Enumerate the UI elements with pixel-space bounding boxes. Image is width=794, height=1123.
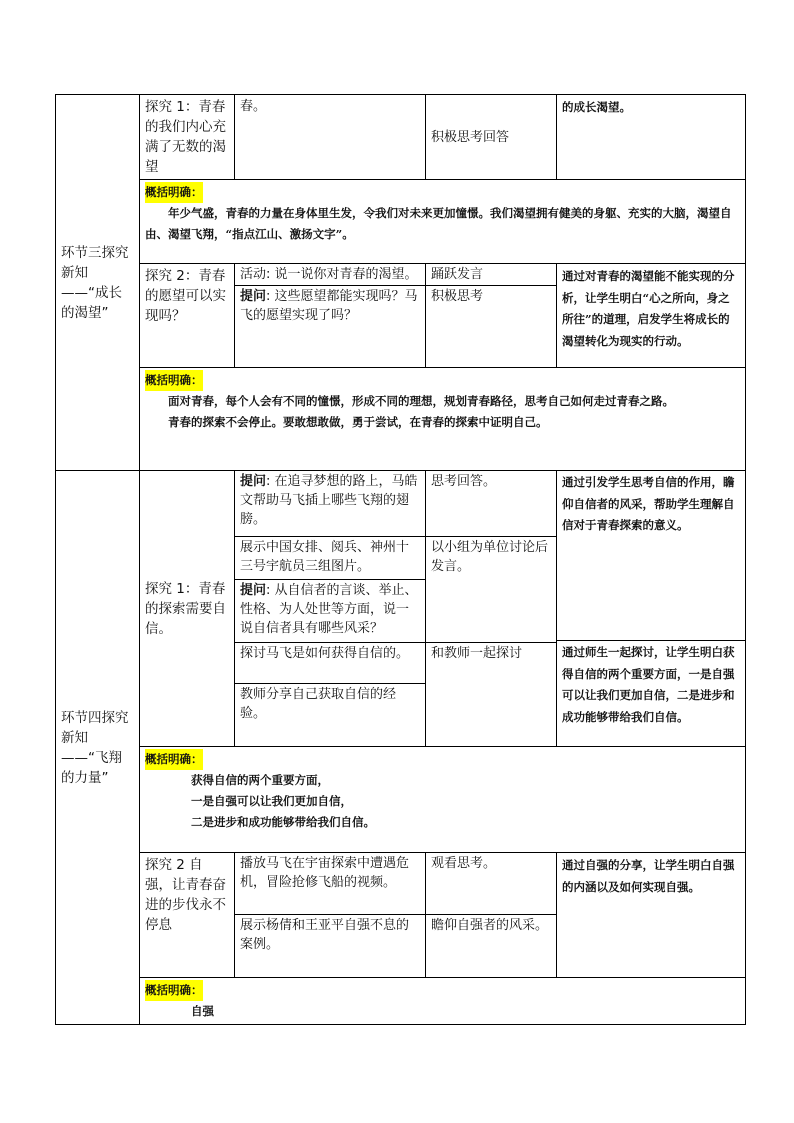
summary-label: 概括明确：: [145, 980, 203, 1001]
summary-text: 一是自强可以让我们更加自信，: [191, 794, 352, 808]
lesson-plan-table: [55, 94, 746, 1025]
inquiry-4-title: 探究 2 自强，让青春奋进的步伐永不停息: [140, 853, 235, 978]
teacher-activity: 播放马飞在宇宙探索中遭遇危机，冒险抢修飞船的视频。: [235, 853, 425, 915]
teacher-activity: 春。: [235, 95, 426, 180]
student-activity: 以小组为单位讨论后发言。: [426, 537, 556, 643]
summary-text: 二是进步和成功能够带给我们自信。: [191, 815, 375, 829]
summary-label: 概括明确：: [145, 749, 203, 770]
design-intent: 的成长渴望。: [557, 95, 746, 180]
summary-label: 概括明确：: [145, 182, 203, 203]
teacher-question: [235, 471, 425, 537]
student-activity-cell: [426, 471, 557, 747]
student-activity: 踊跃发言: [426, 264, 556, 286]
summary-text: 年少气盛，青春的力量在身体里生发，令我们对未来更加憧憬。我们渴望拥有健美的身躯、充实的大脑，渴望自由、渴望飞翔，“指点江山、激扬文字”。: [145, 206, 732, 241]
summary-text: 获得自信的两个重要方面，: [191, 773, 329, 787]
student-activity: 积极思考: [431, 289, 484, 304]
summary-label: 概括明确：: [145, 370, 203, 391]
student-activity: 瞻仰自强者的风采。: [431, 918, 549, 933]
teacher-activity: 探讨马飞是如何获得自信的。: [235, 643, 425, 684]
inquiry-1-title: 探究 1：青春的我们内心充满了无数的渴望: [140, 95, 235, 180]
question-label: 提问: [240, 289, 267, 304]
design-intent-cell: [557, 471, 746, 747]
design-intent: 通过自强的分享，让学生明白自强的内涵以及如何实现自强。: [557, 853, 746, 978]
teacher-activity-cell: [235, 471, 426, 747]
student-activity: 和教师一起探讨: [431, 646, 523, 661]
summary-block: [140, 368, 746, 471]
inquiry-3-title: 探究 1：青春的探索需要自信。: [140, 471, 235, 747]
teacher-activity-cell: [235, 264, 426, 368]
student-activity-cell: [426, 853, 557, 978]
teacher-activity: 教师分享自己获取自信的经验。: [240, 687, 397, 721]
summary-block: [140, 180, 746, 264]
teacher-activity: 展示杨倩和王亚平自强不息的案例。: [240, 918, 410, 952]
question-text: : 从自信者的言谈、举止、性格、为人处世等方面，说一说自信者具有哪些风采？: [240, 583, 418, 636]
summary-text: 面对青春，每个人会有不同的憧憬，形成不同的理想，规划青春路径，思考自己如何走过青春之路。: [168, 394, 674, 408]
teacher-question: [235, 286, 425, 326]
question-text: : 这些愿望都能实现吗？马飞的愿望实现了吗？: [240, 289, 418, 323]
question-text: : 在追寻梦想的路上，马皓文帮助马飞插上哪些飞翔的翅膀。: [240, 474, 418, 527]
design-intent: 通过对青春的渴望能不能实现的分析，让学生明白“心之所向，身之所往”的道理，启发学生将成长的渴望转化为现实的行动。: [557, 264, 746, 368]
student-activity-cell: [426, 264, 557, 368]
inquiry-2-title: 探究 2：青春的愿望可以实现吗？: [140, 264, 235, 368]
student-activity: 思考回答。: [426, 471, 556, 537]
teacher-activity: 活动: 说一说你对青春的渴望。: [235, 264, 425, 286]
student-activity: 观看思考。: [426, 853, 556, 915]
question-label: 提问: [240, 583, 267, 598]
teacher-activity: 展示中国女排、阅兵、神州十三号宇航员三组图片。: [235, 537, 425, 580]
design-intent: 通过引发学生思考自信的作用，瞻仰自信者的风采，帮助学生理解自信对于青春探索的意义。: [557, 471, 745, 641]
summary-block: [140, 978, 746, 1025]
teacher-question: [235, 580, 425, 643]
summary-text: 自强: [191, 1004, 214, 1018]
design-intent: 通过师生一起探讨，让学生明白获得自信的两个重要方面，一是自强可以让我们更加自信，二是进步和成功能够带给我们自信。: [562, 645, 735, 724]
teacher-activity-cell: [235, 853, 426, 978]
student-activity: 积极思考回答: [426, 95, 557, 180]
summary-text: 青春的探索不会停止。要敢想敢做，勇于尝试，在青春的探索中证明自己。: [168, 415, 548, 429]
section-4-label: 环节四探究新知——“飞翔的力量”: [56, 471, 140, 1025]
summary-block: [140, 747, 746, 853]
section-3-label: 环节三探究新知——“成长的渴望”: [56, 95, 140, 471]
question-label: 提问: [240, 474, 267, 489]
